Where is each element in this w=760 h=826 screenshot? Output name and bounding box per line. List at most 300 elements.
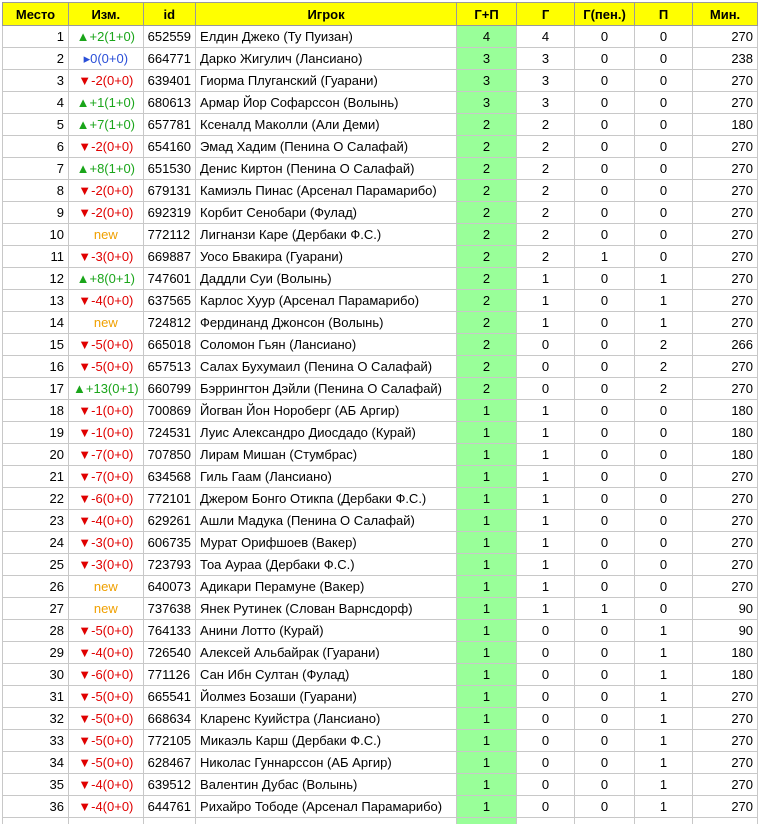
change-cell[interactable] xyxy=(69,356,144,378)
goals-cell[interactable]: 0 xyxy=(517,356,575,378)
id-cell[interactable]: 660799 xyxy=(143,378,195,400)
minutes-cell[interactable]: 270 xyxy=(693,554,758,576)
id-cell[interactable]: 629261 xyxy=(143,510,195,532)
change-cell[interactable] xyxy=(69,400,144,422)
goals-cell[interactable]: 2 xyxy=(517,246,575,268)
id-cell[interactable]: 724812 xyxy=(143,312,195,334)
assists-cell[interactable]: 0 xyxy=(635,400,693,422)
minutes-cell[interactable]: 270 xyxy=(693,158,758,180)
place-cell[interactable]: 34 xyxy=(3,752,69,774)
place-cell[interactable]: 11 xyxy=(3,246,69,268)
assists-cell[interactable]: 1 xyxy=(635,796,693,818)
header-goals-assists[interactable]: Г+П xyxy=(457,3,517,26)
id-cell[interactable]: 668634 xyxy=(143,708,195,730)
minutes-cell[interactable]: 270 xyxy=(693,312,758,334)
goals-cell[interactable]: 0 xyxy=(517,378,575,400)
penalty-goals-cell[interactable]: 0 xyxy=(575,26,635,48)
minutes-cell[interactable]: 270 xyxy=(693,576,758,598)
player-cell[interactable]: Ашли Мадука (Пенина О Салафай) xyxy=(196,510,457,532)
minutes-cell[interactable]: 270 xyxy=(693,268,758,290)
goals-assists-cell[interactable]: 1 xyxy=(457,488,517,510)
id-cell[interactable]: 723793 xyxy=(143,554,195,576)
assists-cell[interactable]: 0 xyxy=(635,466,693,488)
id-cell[interactable]: 692319 xyxy=(143,202,195,224)
goals-cell[interactable]: 0 xyxy=(517,620,575,642)
place-cell[interactable]: 20 xyxy=(3,444,69,466)
assists-cell[interactable]: 0 xyxy=(635,180,693,202)
goals-cell[interactable]: 1 xyxy=(517,422,575,444)
minutes-cell[interactable]: 180 xyxy=(693,114,758,136)
minutes-cell[interactable]: 270 xyxy=(693,70,758,92)
goals-cell[interactable]: 0 xyxy=(517,774,575,796)
place-cell[interactable]: 14 xyxy=(3,312,69,334)
goals-assists-cell[interactable]: 1 xyxy=(457,796,517,818)
goals-cell[interactable]: 3 xyxy=(517,70,575,92)
penalty-goals-cell[interactable]: 0 xyxy=(575,92,635,114)
goals-cell[interactable]: 0 xyxy=(517,664,575,686)
goals-assists-cell[interactable]: 2 xyxy=(457,268,517,290)
assists-cell[interactable]: 2 xyxy=(635,356,693,378)
change-cell[interactable] xyxy=(69,92,144,114)
player-cell[interactable]: Гиорма Плуганский (Гуарани) xyxy=(196,70,457,92)
goals-assists-cell[interactable]: 1 xyxy=(457,752,517,774)
place-cell[interactable]: 5 xyxy=(3,114,69,136)
goals-assists-cell[interactable]: 1 xyxy=(457,444,517,466)
minutes-cell[interactable]: 270 xyxy=(693,774,758,796)
goals-assists-cell[interactable]: 1 xyxy=(457,774,517,796)
minutes-cell[interactable]: 270 xyxy=(693,796,758,818)
player-cell[interactable]: Карлос Хуур (Арсенал Парамарибо) xyxy=(196,290,457,312)
change-cell[interactable] xyxy=(69,488,144,510)
minutes-cell[interactable]: 270 xyxy=(693,356,758,378)
header-player[interactable]: Игрок xyxy=(196,3,457,26)
place-cell[interactable]: 10 xyxy=(3,224,69,246)
id-cell[interactable]: 771126 xyxy=(143,664,195,686)
change-cell[interactable] xyxy=(69,510,144,532)
assists-cell[interactable]: 0 xyxy=(635,224,693,246)
goals-assists-cell[interactable]: 1 xyxy=(457,598,517,620)
goals-cell[interactable]: 2 xyxy=(517,136,575,158)
place-cell[interactable]: 3 xyxy=(3,70,69,92)
place-cell[interactable]: 1 xyxy=(3,26,69,48)
goals-cell[interactable]: 0 xyxy=(517,708,575,730)
goals-assists-cell[interactable]: 1 xyxy=(457,554,517,576)
assists-cell[interactable]: 1 xyxy=(635,312,693,334)
goals-cell[interactable]: 1 xyxy=(517,554,575,576)
minutes-cell[interactable]: 180 xyxy=(693,642,758,664)
goals-cell[interactable]: 4 xyxy=(517,26,575,48)
player-cell[interactable]: Луис Александро Диосдадо (Курай) xyxy=(196,422,457,444)
player-cell[interactable]: Рихайро Тободе (Арсенал Парамарибо) xyxy=(196,796,457,818)
id-cell[interactable]: 657513 xyxy=(143,356,195,378)
goals-assists-cell[interactable]: 2 xyxy=(457,246,517,268)
assists-cell[interactable]: 1 xyxy=(635,774,693,796)
place-cell[interactable]: 4 xyxy=(3,92,69,114)
goals-assists-cell[interactable]: 1 xyxy=(457,642,517,664)
assists-cell[interactable]: 0 xyxy=(635,70,693,92)
place-cell[interactable]: 9 xyxy=(3,202,69,224)
id-cell[interactable]: 640073 xyxy=(143,576,195,598)
assists-cell[interactable]: 1 xyxy=(635,268,693,290)
penalty-goals-cell[interactable]: 0 xyxy=(575,730,635,752)
minutes-cell[interactable]: 270 xyxy=(693,180,758,202)
penalty-goals-cell[interactable]: 0 xyxy=(575,752,635,774)
player-cell[interactable]: Сан Ибн Султан (Фулад) xyxy=(196,664,457,686)
goals-cell[interactable]: 0 xyxy=(517,334,575,356)
goals-cell[interactable]: 2 xyxy=(517,202,575,224)
goals-assists-cell[interactable]: 1 xyxy=(457,532,517,554)
change-cell[interactable] xyxy=(69,268,144,290)
penalty-goals-cell[interactable]: 0 xyxy=(575,70,635,92)
place-cell[interactable]: 36 xyxy=(3,796,69,818)
penalty-goals-cell[interactable]: 0 xyxy=(575,400,635,422)
goals-cell[interactable]: 0 xyxy=(517,752,575,774)
minutes-cell[interactable]: 270 xyxy=(693,136,758,158)
place-cell[interactable]: 33 xyxy=(3,730,69,752)
minutes-cell[interactable]: 270 xyxy=(693,488,758,510)
goals-cell[interactable]: 1 xyxy=(517,290,575,312)
penalty-goals-cell[interactable]: 0 xyxy=(575,224,635,246)
place-cell[interactable]: 13 xyxy=(3,290,69,312)
penalty-goals-cell[interactable]: 0 xyxy=(575,136,635,158)
id-cell[interactable]: 772105 xyxy=(143,730,195,752)
player-cell[interactable]: Анини Лотто (Курай) xyxy=(196,620,457,642)
assists-cell[interactable]: 1 xyxy=(635,752,693,774)
goals-assists-cell[interactable]: 3 xyxy=(457,48,517,70)
goals-cell[interactable]: 1 xyxy=(517,510,575,532)
assists-cell[interactable]: 1 xyxy=(635,686,693,708)
minutes-cell[interactable]: 180 xyxy=(693,664,758,686)
place-cell[interactable]: 35 xyxy=(3,774,69,796)
player-cell[interactable]: Лигнанзи Каре (Дербаки Ф.С.) xyxy=(196,224,457,246)
penalty-goals-cell[interactable]: 0 xyxy=(575,158,635,180)
place-cell[interactable]: 27 xyxy=(3,598,69,620)
goals-cell[interactable]: 0 xyxy=(517,730,575,752)
assists-cell[interactable]: 0 xyxy=(635,92,693,114)
penalty-goals-cell[interactable]: 0 xyxy=(575,686,635,708)
place-cell[interactable]: 19 xyxy=(3,422,69,444)
player-cell[interactable]: Салах Бухумаил (Пенина О Салафай) xyxy=(196,356,457,378)
minutes-cell[interactable]: 90 xyxy=(693,620,758,642)
change-cell[interactable] xyxy=(69,312,144,334)
header-place[interactable]: Место xyxy=(3,3,69,26)
goals-assists-cell[interactable]: 1 xyxy=(457,620,517,642)
goals-assists-cell[interactable]: 2 xyxy=(457,114,517,136)
change-cell[interactable] xyxy=(69,378,144,400)
goals-assists-cell[interactable]: 4 xyxy=(457,26,517,48)
minutes-cell[interactable]: 270 xyxy=(693,686,758,708)
penalty-goals-cell[interactable]: 0 xyxy=(575,202,635,224)
change-cell[interactable] xyxy=(69,554,144,576)
goals-assists-cell[interactable]: 3 xyxy=(457,92,517,114)
place-cell[interactable]: 2 xyxy=(3,48,69,70)
minutes-cell[interactable]: 270 xyxy=(693,246,758,268)
id-cell[interactable]: 747601 xyxy=(143,268,195,290)
id-cell[interactable]: 639512 xyxy=(143,774,195,796)
change-cell[interactable] xyxy=(69,136,144,158)
place-cell[interactable]: 17 xyxy=(3,378,69,400)
player-cell[interactable]: Гиль Гаам (Лансиано) xyxy=(196,466,457,488)
assists-cell[interactable]: 1 xyxy=(635,664,693,686)
goals-assists-cell[interactable]: 2 xyxy=(457,290,517,312)
place-cell[interactable]: 25 xyxy=(3,554,69,576)
minutes-cell[interactable]: 238 xyxy=(693,48,758,70)
change-cell[interactable] xyxy=(69,290,144,312)
minutes-cell[interactable]: 270 xyxy=(693,92,758,114)
assists-cell[interactable]: 0 xyxy=(635,114,693,136)
place-cell[interactable]: 7 xyxy=(3,158,69,180)
place-cell[interactable]: 23 xyxy=(3,510,69,532)
place-cell[interactable]: 28 xyxy=(3,620,69,642)
id-cell[interactable]: 644761 xyxy=(143,796,195,818)
header-id[interactable]: id xyxy=(143,3,195,26)
goals-cell[interactable]: 1 xyxy=(517,576,575,598)
id-cell[interactable]: 700869 xyxy=(143,400,195,422)
id-cell[interactable]: 764133 xyxy=(143,620,195,642)
assists-cell[interactable]: 0 xyxy=(635,444,693,466)
penalty-goals-cell[interactable]: 0 xyxy=(575,180,635,202)
minutes-cell[interactable]: 270 xyxy=(693,290,758,312)
goals-assists-cell[interactable]: 1 xyxy=(457,510,517,532)
player-cell[interactable]: Дарко Жигулич (Лансиано) xyxy=(196,48,457,70)
change-cell[interactable] xyxy=(69,774,144,796)
assists-cell[interactable]: 0 xyxy=(635,488,693,510)
goals-cell[interactable]: 2 xyxy=(517,180,575,202)
id-cell[interactable]: 669887 xyxy=(143,246,195,268)
change-cell[interactable] xyxy=(69,114,144,136)
assists-cell[interactable]: 1 xyxy=(635,730,693,752)
header-penalty-goals[interactable]: Г(пен.) xyxy=(575,3,635,26)
goals-cell[interactable]: 1 xyxy=(517,488,575,510)
change-cell[interactable] xyxy=(69,664,144,686)
place-cell[interactable]: 31 xyxy=(3,686,69,708)
assists-cell[interactable]: 0 xyxy=(635,554,693,576)
penalty-goals-cell[interactable]: 0 xyxy=(575,378,635,400)
minutes-cell[interactable]: 180 xyxy=(693,400,758,422)
goals-assists-cell[interactable]: 2 xyxy=(457,356,517,378)
assists-cell[interactable]: 0 xyxy=(635,598,693,620)
minutes-cell[interactable]: 270 xyxy=(693,224,758,246)
player-cell[interactable]: Денис Киртон (Пенина О Салафай) xyxy=(196,158,457,180)
minutes-cell[interactable]: 180 xyxy=(693,422,758,444)
penalty-goals-cell[interactable]: 0 xyxy=(575,642,635,664)
penalty-goals-cell[interactable]: 0 xyxy=(575,334,635,356)
goals-assists-cell[interactable]: 2 xyxy=(457,378,517,400)
goals-assists-cell[interactable]: 2 xyxy=(457,224,517,246)
change-cell[interactable] xyxy=(69,202,144,224)
id-cell[interactable]: 664771 xyxy=(143,48,195,70)
goals-cell[interactable]: 1 xyxy=(517,532,575,554)
goals-assists-cell[interactable]: 2 xyxy=(457,136,517,158)
change-cell[interactable] xyxy=(69,334,144,356)
penalty-goals-cell[interactable]: 0 xyxy=(575,554,635,576)
player-cell[interactable]: Йолмез Бозаши (Гуарани) xyxy=(196,686,457,708)
goals-assists-cell[interactable]: 2 xyxy=(457,334,517,356)
penalty-goals-cell[interactable]: 1 xyxy=(575,246,635,268)
change-cell[interactable] xyxy=(69,730,144,752)
change-cell[interactable] xyxy=(69,686,144,708)
change-cell[interactable] xyxy=(69,180,144,202)
id-cell[interactable]: 737638 xyxy=(143,598,195,620)
player-cell[interactable]: Йогван Йон Норoберг (АБ Аргир) xyxy=(196,400,457,422)
change-cell[interactable] xyxy=(69,26,144,48)
player-cell[interactable]: Камиэль Пинас (Арсенал Парамарибо) xyxy=(196,180,457,202)
goals-cell[interactable]: 3 xyxy=(517,48,575,70)
place-cell[interactable]: 24 xyxy=(3,532,69,554)
id-cell[interactable]: 634568 xyxy=(143,466,195,488)
assists-cell[interactable]: 0 xyxy=(635,532,693,554)
penalty-goals-cell[interactable]: 0 xyxy=(575,466,635,488)
player-cell[interactable]: Лирам Мишан (Стумбрас) xyxy=(196,444,457,466)
place-cell[interactable]: 22 xyxy=(3,488,69,510)
minutes-cell[interactable]: 90 xyxy=(693,598,758,620)
penalty-goals-cell[interactable]: 0 xyxy=(575,620,635,642)
id-cell[interactable]: 680613 xyxy=(143,92,195,114)
place-cell[interactable]: 26 xyxy=(3,576,69,598)
place-cell[interactable]: 15 xyxy=(3,334,69,356)
id-cell[interactable]: 606735 xyxy=(143,532,195,554)
assists-cell[interactable]: 0 xyxy=(635,202,693,224)
player-cell[interactable]: Кларенс Куийстра (Лансиано) xyxy=(196,708,457,730)
assists-cell[interactable]: 0 xyxy=(635,510,693,532)
id-cell[interactable]: 654160 xyxy=(143,136,195,158)
id-cell[interactable]: 726540 xyxy=(143,642,195,664)
place-cell[interactable]: 18 xyxy=(3,400,69,422)
player-cell[interactable]: Джером Бонго Отикпа (Дербаки Ф.С.) xyxy=(196,488,457,510)
id-cell[interactable]: 679131 xyxy=(143,180,195,202)
penalty-goals-cell[interactable]: 0 xyxy=(575,422,635,444)
change-cell[interactable] xyxy=(69,422,144,444)
assists-cell[interactable]: 0 xyxy=(635,48,693,70)
place-cell[interactable]: 12 xyxy=(3,268,69,290)
header-change[interactable]: Изм. xyxy=(69,3,144,26)
penalty-goals-cell[interactable]: 0 xyxy=(575,48,635,70)
player-cell[interactable]: Фердинанд Джонсон (Волынь) xyxy=(196,312,457,334)
place-cell[interactable]: 21 xyxy=(3,466,69,488)
change-cell[interactable] xyxy=(69,246,144,268)
assists-cell[interactable]: 0 xyxy=(635,422,693,444)
minutes-cell[interactable]: 270 xyxy=(693,26,758,48)
goals-assists-cell[interactable]: 2 xyxy=(457,312,517,334)
change-cell[interactable] xyxy=(69,796,144,818)
change-cell[interactable] xyxy=(69,466,144,488)
id-cell[interactable]: 772101 xyxy=(143,488,195,510)
player-cell[interactable]: Елдин Джеко (Ту Пуизан) xyxy=(196,26,457,48)
assists-cell[interactable]: 1 xyxy=(635,620,693,642)
penalty-goals-cell[interactable]: 0 xyxy=(575,312,635,334)
header-assists[interactable]: П xyxy=(635,3,693,26)
penalty-goals-cell[interactable]: 0 xyxy=(575,708,635,730)
player-cell[interactable]: Бэррингтон Дэйли (Пенина О Салафай) xyxy=(196,378,457,400)
id-cell[interactable]: 707850 xyxy=(143,444,195,466)
goals-cell[interactable]: 1 xyxy=(517,400,575,422)
goals-cell[interactable]: 3 xyxy=(517,92,575,114)
player-cell[interactable]: Николас Гуннарссон (АБ Аргир) xyxy=(196,752,457,774)
player-cell[interactable]: Ксеналд Маколли (Али Деми) xyxy=(196,114,457,136)
goals-assists-cell[interactable]: 1 xyxy=(457,686,517,708)
penalty-goals-cell[interactable]: 0 xyxy=(575,532,635,554)
player-cell[interactable]: Адикари Перамуне (Вакер) xyxy=(196,576,457,598)
place-cell[interactable]: 30 xyxy=(3,664,69,686)
header-goals[interactable]: Г xyxy=(517,3,575,26)
penalty-goals-cell[interactable]: 0 xyxy=(575,510,635,532)
minutes-cell[interactable]: 270 xyxy=(693,752,758,774)
goals-assists-cell[interactable]: 1 xyxy=(457,466,517,488)
goals-assists-cell[interactable]: 2 xyxy=(457,180,517,202)
penalty-goals-cell[interactable]: 0 xyxy=(575,488,635,510)
goals-assists-cell[interactable]: 1 xyxy=(457,400,517,422)
minutes-cell[interactable]: 270 xyxy=(693,202,758,224)
goals-cell[interactable]: 1 xyxy=(517,312,575,334)
penalty-goals-cell[interactable]: 0 xyxy=(575,796,635,818)
change-cell[interactable] xyxy=(69,752,144,774)
penalty-goals-cell[interactable]: 0 xyxy=(575,114,635,136)
player-cell[interactable]: Даддли Суи (Волынь) xyxy=(196,268,457,290)
goals-assists-cell[interactable]: 1 xyxy=(457,708,517,730)
penalty-goals-cell[interactable]: 0 xyxy=(575,356,635,378)
player-cell[interactable]: Тоа Аураа (Дербаки Ф.С.) xyxy=(196,554,457,576)
id-cell[interactable]: 772112 xyxy=(143,224,195,246)
place-cell[interactable]: 16 xyxy=(3,356,69,378)
player-cell[interactable]: Армар Йор Софарссон (Волынь) xyxy=(196,92,457,114)
player-cell[interactable]: Микаэль Карш (Дербаки Ф.С.) xyxy=(196,730,457,752)
player-cell[interactable]: Эмад Хадим (Пенина О Салафай) xyxy=(196,136,457,158)
goals-assists-cell[interactable]: 1 xyxy=(457,730,517,752)
place-cell[interactable]: 6 xyxy=(3,136,69,158)
change-cell[interactable] xyxy=(69,598,144,620)
assists-cell[interactable]: 0 xyxy=(635,26,693,48)
player-cell[interactable]: Алексей Альбайрак (Гуарани) xyxy=(196,642,457,664)
header-minutes[interactable]: Мин. xyxy=(693,3,758,26)
assists-cell[interactable]: 0 xyxy=(635,576,693,598)
id-cell[interactable]: 652559 xyxy=(143,26,195,48)
minutes-cell[interactable]: 270 xyxy=(693,510,758,532)
penalty-goals-cell[interactable]: 0 xyxy=(575,268,635,290)
id-cell[interactable]: 639401 xyxy=(143,70,195,92)
id-cell[interactable]: 724531 xyxy=(143,422,195,444)
id-cell[interactable]: 637565 xyxy=(143,290,195,312)
change-cell[interactable] xyxy=(69,70,144,92)
change-cell[interactable] xyxy=(69,48,144,70)
place-cell[interactable]: 29 xyxy=(3,642,69,664)
goals-cell[interactable]: 2 xyxy=(517,158,575,180)
goals-assists-cell[interactable]: 1 xyxy=(457,664,517,686)
assists-cell[interactable]: 1 xyxy=(635,642,693,664)
place-cell[interactable]: 8 xyxy=(3,180,69,202)
penalty-goals-cell[interactable]: 0 xyxy=(575,290,635,312)
change-cell[interactable] xyxy=(69,708,144,730)
assists-cell[interactable]: 2 xyxy=(635,334,693,356)
goals-cell[interactable]: 0 xyxy=(517,796,575,818)
player-cell[interactable]: Уосо Бвакира (Гуарани) xyxy=(196,246,457,268)
change-cell[interactable] xyxy=(69,642,144,664)
goals-cell[interactable]: 1 xyxy=(517,444,575,466)
assists-cell[interactable]: 1 xyxy=(635,290,693,312)
minutes-cell[interactable]: 270 xyxy=(693,708,758,730)
player-cell[interactable]: Валентин Дубас (Волынь) xyxy=(196,774,457,796)
goals-cell[interactable]: 2 xyxy=(517,114,575,136)
player-cell[interactable]: Мурат Орифшоев (Вакер) xyxy=(196,532,457,554)
place-cell[interactable]: 32 xyxy=(3,708,69,730)
id-cell[interactable]: 665018 xyxy=(143,334,195,356)
goals-cell[interactable]: 1 xyxy=(517,466,575,488)
minutes-cell[interactable]: 270 xyxy=(693,378,758,400)
id-cell[interactable]: 628467 xyxy=(143,752,195,774)
player-cell[interactable]: Янек Рутинек (Слован Варнсдорф) xyxy=(196,598,457,620)
change-cell[interactable] xyxy=(69,576,144,598)
assists-cell[interactable]: 0 xyxy=(635,158,693,180)
change-cell[interactable] xyxy=(69,444,144,466)
